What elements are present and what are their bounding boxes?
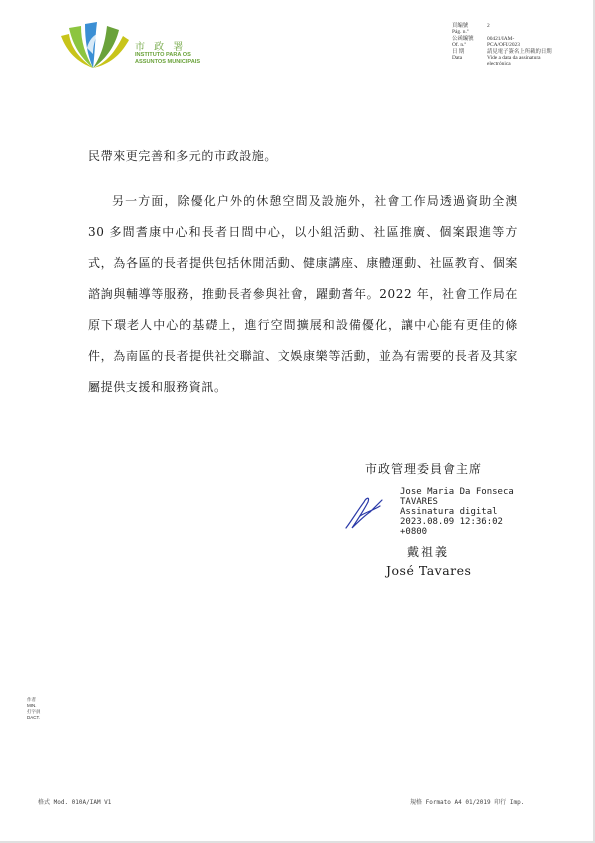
document-meta [452, 23, 557, 68]
meta-label [452, 61, 487, 67]
meta-label: 頁編號 [452, 23, 469, 29]
author-line: 作者 [27, 697, 36, 702]
meta-label: Pág. n.º [452, 29, 469, 36]
logo-pt-line2: ASSUNTOS MUNICIPAIS [135, 59, 201, 65]
dsig-line: +0800 [400, 527, 428, 537]
footer-format-info: 規格 Formato A4 01/2019 印行 Imp. [410, 799, 525, 806]
logo-pt-line1: INSTITUTO PARA OS [135, 52, 191, 58]
iam-logo [55, 18, 215, 74]
logo-portuguese-name [135, 52, 200, 66]
meta-label: Of. n.º [452, 42, 467, 49]
meta-label: 公函編號 [452, 35, 474, 42]
footer-form-code: 格式 Mod. 010A/IAM V1 [38, 799, 112, 806]
meta-value: electrónica [487, 61, 511, 68]
signer-title: 市政管理委員會主席 [365, 462, 483, 476]
meta-value: 00421/IAM- [487, 35, 515, 42]
meta-value: 請見電子簽名上所載的日期 [487, 48, 552, 55]
meta-row [452, 61, 557, 67]
author-typist-block [27, 697, 41, 721]
dsig-line: 2023.08.09 12:36:02 [400, 517, 503, 527]
meta-value: 2 [487, 23, 490, 29]
meta-value: PCA/OFI/2023 [487, 42, 520, 49]
body-paragraph-2: 另一方面，除優化户外的休憩空間及設施外，社會工作局透過資助全澳 30 多間耆康中心和長者日間中心，以小組活動、社區推廣、個案跟進等方式，為各區的長者提供包括休閒活動、健康講座、康體運動、社區教育、個案諮詢與輔導等服務，推動長者參與社會，躍動耆年。2022 年，社會工作局在原下環老人中心的基礎上，進行空間擴展和設備優化，讓中心能有更佳的條件，為南區的長者提供社交聯誼、文娛康樂等活動，並為有需要的長者及其家屬提供支援和服務資訊。 [88, 194, 518, 394]
signer-name-portuguese: José Tavares [386, 563, 472, 578]
author-line: 打字員 [27, 709, 41, 714]
logo-chinese-name: 市 政 署 [135, 42, 187, 53]
author-line: MIN. [27, 703, 37, 708]
signer-name-chinese: 戴祖義 [407, 545, 450, 559]
meta-label: Data [452, 55, 463, 62]
meta-label: 日 期 [452, 48, 465, 55]
author-line: DACT. [27, 715, 41, 720]
dsig-line: TAVARES [400, 497, 438, 507]
handwritten-signature [342, 492, 386, 532]
dsig-line: Assinatura digital [400, 507, 498, 517]
meta-value: Vide a data da assinatura [487, 55, 541, 62]
iam-logo-icon [55, 18, 133, 74]
digital-signature-block [400, 487, 514, 537]
body-paragraph-1: 民帶來更完善和多元的市政設施。 [88, 149, 278, 163]
dsig-line: Jose Maria Da Fonseca [400, 487, 514, 497]
